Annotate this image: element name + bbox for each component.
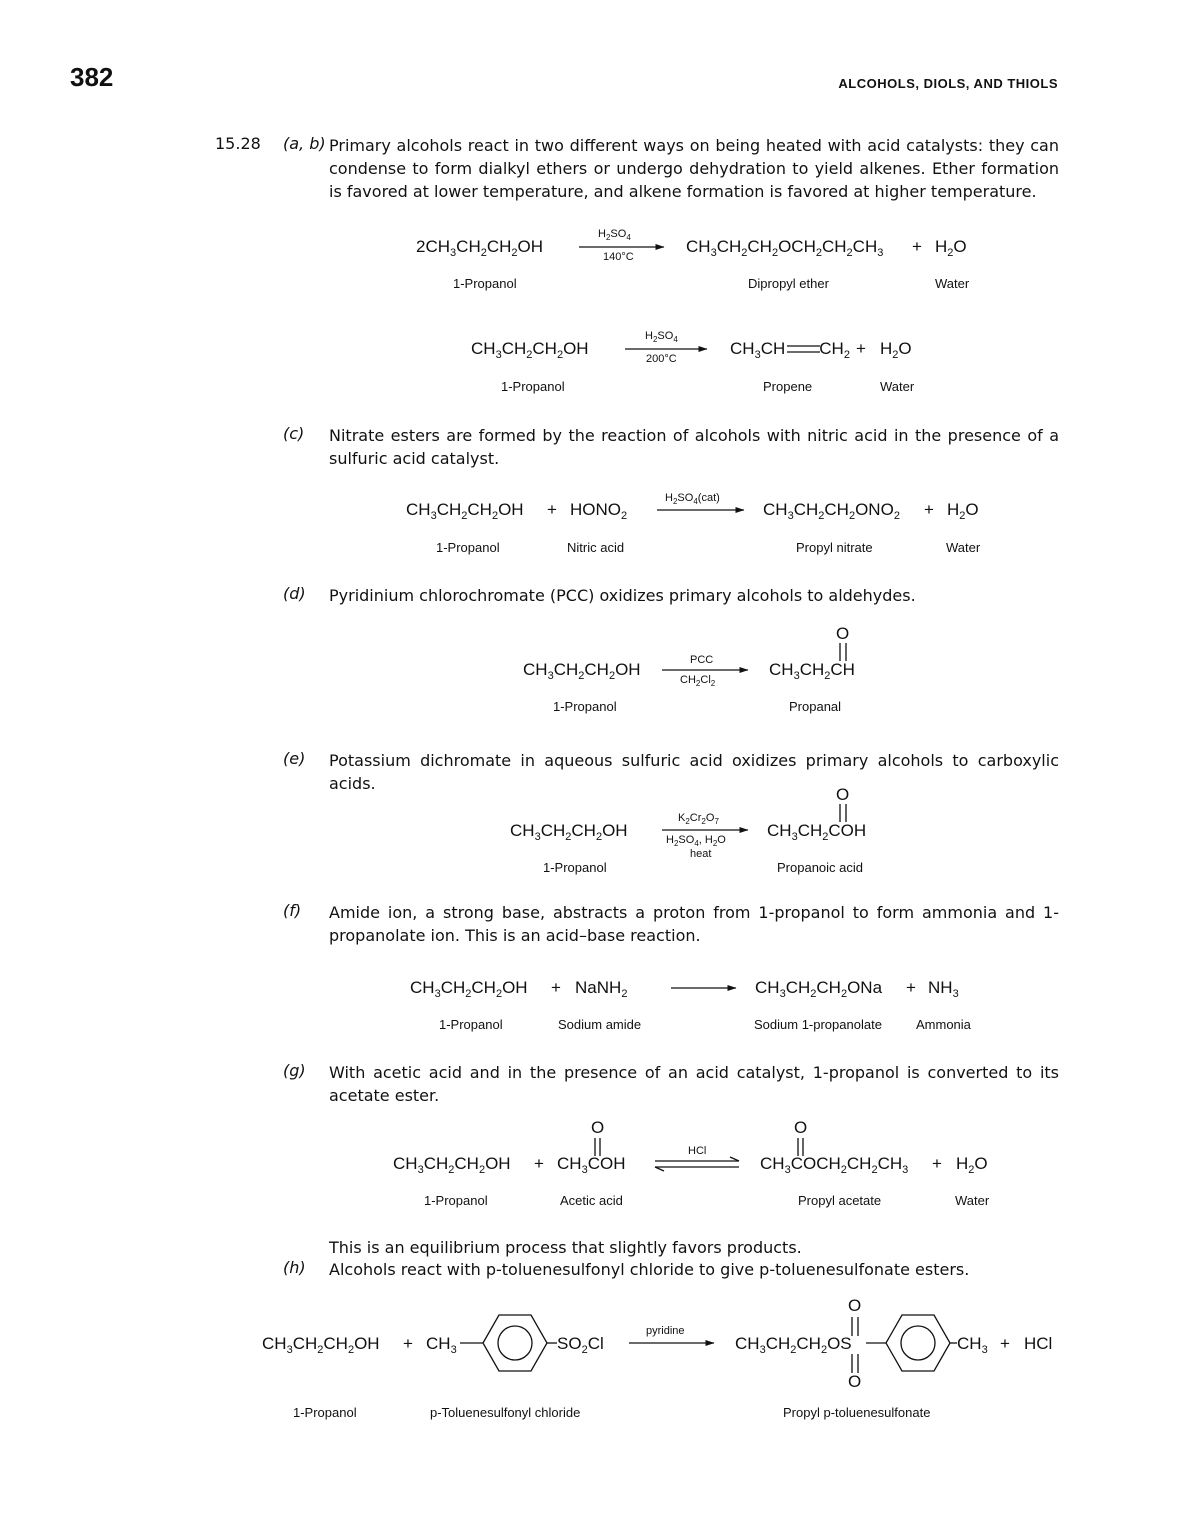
h-reactant-name: 1-Propanol [293, 1405, 357, 1420]
e-product-name: Propanoic acid [777, 860, 863, 875]
g-cond-top: HCl [688, 1145, 707, 1157]
part-label-h: (h) [283, 1258, 306, 1277]
c-product-name: Propyl nitrate [796, 540, 873, 555]
f-reactant: $CH_3CH_2CH_2OH$ [410, 978, 528, 1000]
d-reactant: $CH_3CH_2CH_2OH$ [523, 660, 641, 682]
part-label-c: (c) [283, 424, 305, 443]
r1-reactant: $2CH_3CH_2CH_2OH$ [416, 237, 544, 259]
r2-product-name: Propene [763, 379, 813, 394]
part-text-h: Alcohols react with p-toluenesulfonyl chloride to give p-toluenesulfonate esters. [329, 1260, 970, 1279]
g-note: This is an equilibrium process that slightly favors products. [329, 1238, 802, 1257]
part-label-d: (d) [283, 584, 306, 603]
h-reagent-name: p-Toluenesulfonyl chloride [430, 1405, 581, 1420]
part-label-f: (f) [283, 901, 302, 920]
r1-byproduct: $H_2O$ [935, 237, 967, 259]
part-text-ab: Primary alcohols react in two different ways on being heated with acid catalysts: they can condense to form dialkyl ethers or undergo dehydration to yield alkenes. Ether formation is favored at lower temperature, and alkene formation is favored at higher temperature. [329, 136, 1059, 201]
f-reactant-name: 1-Propanol [439, 1017, 503, 1032]
g-reagent: $CH_3COH$ [557, 1154, 626, 1176]
d-product-name: Propanal [789, 699, 842, 714]
e-reactant-name: 1-Propanol [543, 860, 607, 875]
part-text-d: Pyridinium chlorochromate (PCC) oxidizes primary alcohols to aldehydes. [329, 586, 916, 605]
r1-cond-top: $H_2SO_4$ [598, 228, 631, 242]
c-reactant-name: 1-Propanol [436, 540, 500, 555]
f-product: $CH_3CH_2CH_2ONa$ [755, 978, 883, 1000]
d-cond-top: PCC [690, 654, 714, 666]
d-product: $CH_3CH_2CH$ [769, 660, 855, 682]
c-cond-top: $H_2SO_4(cat)$ [665, 492, 720, 506]
r1-plus: + [912, 237, 922, 256]
h-plus1: + [403, 1334, 413, 1353]
g-reactant-name: 1-Propanol [424, 1193, 488, 1208]
problem-number: 15.28 [215, 134, 261, 153]
e-cond-bottom: $H_2SO_4$, $H_2O$ [666, 834, 726, 848]
h-reagent-ring-circle [498, 1326, 532, 1360]
e-cond-top: $K_2Cr_2O_7$ [678, 812, 719, 826]
e-product: $CH_3CH_2COH$ [767, 821, 867, 843]
page-number: 382 [70, 62, 114, 92]
part-text-g: With acetic acid and in the presence of an acid catalyst, 1-propanol is converted to its acetate ester. [329, 1063, 1059, 1105]
f-byproduct-name: Ammonia [916, 1017, 971, 1032]
running-header: ALCOHOLS, DIOLS, AND THIOLS [838, 76, 1058, 91]
h-byproduct: HCl [1024, 1334, 1053, 1353]
d-carbonyl-o: O [836, 624, 850, 643]
f-plus2: + [906, 978, 916, 997]
part-label-ab: (a, b) [283, 134, 326, 153]
h-product-left: $CH_3CH_2CH_2OS$ [735, 1334, 852, 1356]
part-text-e: Potassium dichromate in aqueous sulfuric acid oxidizes primary alcohols to carboxylic acids. [329, 751, 1059, 793]
h-reactant: $CH_3CH_2CH_2OH$ [262, 1334, 380, 1356]
c-reactant: $CH_3CH_2CH_2OH$ [406, 500, 524, 522]
g-plus2: + [932, 1154, 942, 1173]
e-cond-bottom2: heat [690, 848, 712, 860]
f-plus1: + [551, 978, 561, 997]
g-product-o: O [794, 1118, 808, 1137]
r2-byproduct: $H_2O$ [880, 339, 912, 361]
r2-cond-bottom: 200°C [646, 353, 677, 365]
r2-product: $CH_3CH$ $CH_2$ [730, 339, 850, 361]
r2-plus: + [856, 339, 866, 358]
g-product-name: Propyl acetate [798, 1193, 882, 1208]
r2-byproduct-name: Water [880, 379, 915, 394]
e-reactant: $CH_3CH_2CH_2OH$ [510, 821, 628, 843]
e-carbonyl-o: O [836, 785, 850, 804]
r2-reactant-name: 1-Propanol [501, 379, 565, 394]
r2-reactant: $CH_3CH_2CH_2OH$ [471, 339, 589, 361]
f-reagent-name: Sodium amide [558, 1017, 642, 1032]
c-product: $CH_3CH_2CH_2ONO_2$ [763, 500, 900, 522]
c-byproduct-name: Water [946, 540, 981, 555]
c-reagent: $HONO_2$ [570, 500, 628, 522]
g-byproduct: $H_2O$ [956, 1154, 988, 1176]
r1-cond-bottom: 140°C [603, 251, 634, 263]
c-plus2: + [924, 500, 934, 519]
d-cond-bottom: $CH_2Cl_2$ [680, 674, 716, 688]
g-reagent-o: O [591, 1118, 605, 1137]
h-sulfonyl-o-bottom: O [848, 1372, 862, 1391]
h-reagent-right: $SO_2Cl$ [557, 1334, 604, 1356]
h-reagent-benzene-ring [483, 1315, 547, 1371]
c-byproduct: $H_2O$ [947, 500, 979, 522]
h-product-ring-circle [901, 1326, 935, 1360]
r1-reactant-name: 1-Propanol [453, 276, 517, 291]
f-product-name: Sodium 1-propanolate [754, 1017, 882, 1032]
part-label-g: (g) [283, 1061, 306, 1080]
g-reagent-name: Acetic acid [560, 1193, 623, 1208]
g-plus1: + [534, 1154, 544, 1173]
g-reactant: $CH_3CH_2CH_2OH$ [393, 1154, 511, 1176]
h-reagent-left: $CH_3$ [426, 1334, 457, 1356]
h-sulfonyl-o-top: O [848, 1296, 862, 1315]
r1-byproduct-name: Water [935, 276, 970, 291]
r1-product: $CH_3CH_2CH_2OCH_2CH_2CH_3$ [686, 237, 884, 259]
h-plus2: + [1000, 1334, 1010, 1353]
f-reagent: NaNH$_2$ [575, 978, 628, 1000]
part-text-f: Amide ion, a strong base, abstracts a proton from 1-propanol to form ammonia and 1-propanolate ion. This is an acid–base reaction. [329, 903, 1059, 945]
r2-cond-top: $H_2SO_4$ [645, 330, 678, 344]
part-label-e: (e) [283, 749, 306, 768]
c-plus1: + [547, 500, 557, 519]
part-text-c: Nitrate esters are formed by the reaction of alcohols with nitric acid in the presence of a sulfuric acid catalyst. [329, 426, 1059, 468]
g-byproduct-name: Water [955, 1193, 990, 1208]
r1-product-name: Dipropyl ether [748, 276, 829, 291]
h-cond-top: pyridine [646, 1325, 685, 1337]
d-reactant-name: 1-Propanol [553, 699, 617, 714]
h-product-name: Propyl p-toluenesulfonate [783, 1405, 931, 1420]
c-reagent-name: Nitric acid [567, 540, 625, 555]
h-product-benzene-ring [886, 1315, 950, 1371]
g-product: $CH_3COCH_2CH_2CH_3$ [760, 1154, 909, 1176]
h-product-right: $CH_3$ [957, 1334, 988, 1356]
f-byproduct: $NH_3$ [928, 978, 959, 1000]
